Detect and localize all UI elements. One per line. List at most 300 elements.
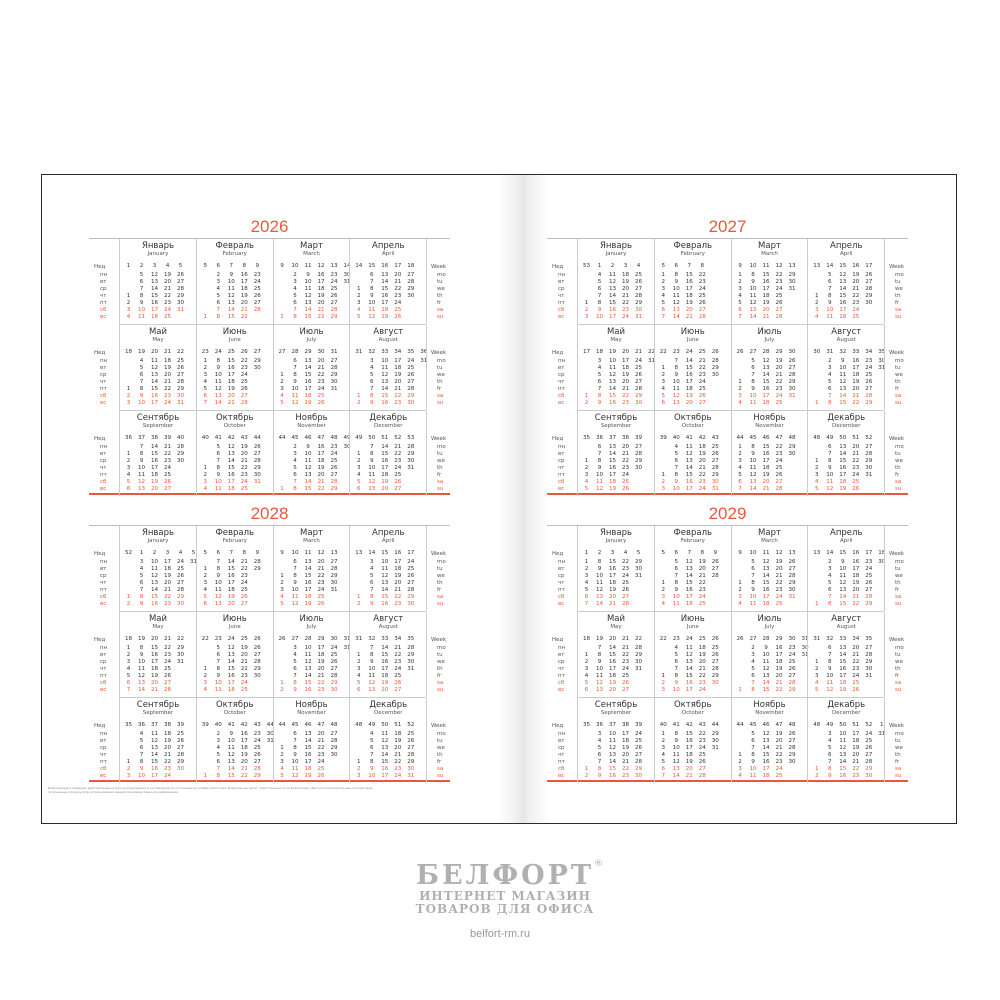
week-number: 49 — [355, 435, 363, 441]
day-cell: 26 — [253, 293, 261, 299]
day-cell: 2 — [661, 587, 666, 593]
day-cell: 6 — [674, 659, 679, 665]
day-label: чт — [100, 293, 107, 299]
day-cell: 15 — [762, 379, 770, 385]
day-cell: 10 — [595, 472, 604, 478]
day-cell: 12 — [214, 386, 222, 392]
day-cell: 25 — [163, 666, 172, 672]
day-cell: 2 — [814, 773, 819, 779]
day-cell: 4 — [216, 286, 221, 292]
day-label: ср — [558, 286, 565, 292]
day-cell: 13 — [672, 400, 680, 406]
day-cell: 23 — [330, 444, 338, 450]
day-cell: 20 — [852, 752, 860, 758]
day-cell: 12 — [762, 731, 770, 737]
quarter-row — [89, 698, 450, 783]
day-label: вс — [558, 400, 565, 406]
week-label: Нед — [94, 350, 106, 356]
day-cell: 5 — [369, 372, 374, 378]
day-cell: 30 — [343, 272, 351, 278]
day-cell: 19 — [608, 587, 617, 593]
day-cell: 7 — [738, 486, 742, 492]
day-cell: 24 — [698, 486, 706, 492]
day-cell: 17 — [762, 594, 770, 600]
day-cell: 26 — [775, 300, 783, 306]
day-cell: 25 — [407, 365, 415, 371]
quarter-row — [89, 411, 450, 496]
year-title: 2028 — [250, 504, 289, 523]
day-cell: 10 — [381, 559, 389, 565]
day-cell: 22 — [394, 759, 402, 765]
week-number: 48 — [788, 722, 796, 728]
month — [654, 411, 730, 496]
month — [349, 325, 428, 410]
day-cell: 22 — [394, 594, 402, 600]
day-cell: 13 — [214, 601, 222, 607]
day-cell: 28 — [407, 587, 415, 593]
day-cell: 1 — [814, 601, 819, 607]
week-number: 7 — [229, 263, 234, 269]
day-cell: 9 — [674, 479, 679, 485]
day-cell: 8 — [827, 293, 832, 299]
day-cell: 15 — [227, 566, 235, 572]
day-cell: 18 — [685, 752, 693, 758]
week-day-label: su — [437, 314, 444, 320]
day-cell: 29 — [407, 652, 415, 658]
day-cell: 24 — [240, 680, 248, 686]
day-label: пн — [558, 731, 566, 737]
day-cell: 11 — [608, 365, 617, 371]
day-cell: 27 — [865, 386, 873, 392]
week-number: 2 — [597, 550, 602, 556]
day-cell: 28 — [253, 307, 261, 313]
day-cell: 14 — [381, 279, 389, 285]
day-cell: 18 — [621, 272, 630, 278]
day-cell: 29 — [176, 451, 185, 457]
day-cell: 18 — [852, 573, 860, 579]
day-cell: 10 — [381, 358, 389, 364]
day-cell: 29 — [253, 666, 261, 672]
day-cell: 5 — [814, 486, 819, 492]
day-cell: 21 — [163, 286, 172, 292]
day-cell: 5 — [661, 300, 666, 306]
week-number: 17 — [582, 349, 591, 355]
day-label: вс — [558, 601, 565, 607]
week-number: 14 — [826, 550, 834, 556]
week-number: 52 — [124, 550, 133, 556]
day-cell: 25 — [698, 601, 706, 607]
day-cell: 15 — [150, 759, 159, 765]
day-cell: 8 — [751, 687, 755, 693]
day-cell: 30 — [407, 601, 415, 607]
month-name-en: February — [680, 538, 705, 544]
day-cell: 9 — [840, 559, 845, 565]
day-cell: 20 — [317, 666, 325, 672]
day-cell: 5 — [139, 573, 144, 579]
day-cell: 24 — [698, 594, 706, 600]
day-cell: 25 — [163, 472, 172, 478]
week-number: 3 — [623, 263, 628, 269]
day-cell: 11 — [304, 652, 312, 658]
week-number: 53 — [582, 263, 591, 269]
day-cell: 27 — [621, 687, 630, 693]
day-cell: 19 — [394, 573, 402, 579]
day-cell: 14 — [137, 687, 146, 693]
day-cell: 24 — [394, 666, 402, 672]
day-cell: 23 — [852, 666, 860, 672]
day-cell: 1 — [280, 372, 284, 378]
day-cell: 5 — [369, 738, 374, 744]
day-cell: 11 — [150, 358, 159, 364]
month — [273, 239, 349, 324]
day-cell: 26 — [788, 559, 796, 565]
day-cell: 17 — [608, 472, 617, 478]
month-name-en: December — [831, 710, 861, 716]
day-cell: 14 — [608, 293, 617, 299]
week-labels — [884, 411, 909, 496]
week-day-label: th — [437, 465, 443, 471]
month — [731, 239, 807, 324]
day-cell: 10 — [291, 386, 299, 392]
day-cell: 12 — [826, 486, 834, 492]
week-number: 22 — [634, 636, 643, 642]
day-cell: 1 — [661, 731, 666, 737]
day-cell: 6 — [597, 286, 602, 292]
day-cell: 4 — [203, 486, 208, 492]
day-cell: 15 — [304, 680, 312, 686]
day-cell: 19 — [839, 486, 847, 492]
day-cell: 18 — [317, 458, 325, 464]
day-label: чт — [100, 379, 107, 385]
day-cell: 14 — [150, 379, 159, 385]
day-cell: 17 — [762, 286, 770, 292]
day-cell: 12 — [137, 479, 146, 485]
day-cell: 27 — [621, 594, 630, 600]
day-cell: 17 — [839, 673, 847, 679]
day-cell: 5 — [216, 645, 221, 651]
day-label: вт — [100, 566, 107, 572]
day-cell: 21 — [762, 314, 770, 320]
day-cell: 19 — [394, 372, 402, 378]
month-name: Апрель — [372, 528, 405, 538]
week-day-label: we — [437, 573, 445, 579]
week-day-label: we — [895, 659, 903, 665]
week-number: 10 — [749, 550, 757, 556]
day-cell: 22 — [775, 687, 783, 693]
day-cell: 30 — [865, 773, 873, 779]
day-label: ср — [558, 573, 565, 579]
week-day-label: sa — [437, 594, 444, 600]
day-cell: 22 — [317, 314, 325, 320]
day-cell: 20 — [762, 479, 770, 485]
week-day-label: su — [895, 773, 902, 779]
day-label: сб — [100, 307, 107, 313]
month — [119, 239, 195, 324]
week-number: 53 — [407, 435, 415, 441]
day-cell: 14 — [381, 752, 389, 758]
day-cell: 23 — [163, 652, 172, 658]
day-cell: 28 — [775, 486, 783, 492]
day-cell: 22 — [852, 400, 860, 406]
day-cell: 23 — [253, 272, 261, 278]
day-cell: 11 — [762, 659, 770, 665]
day-cell: 19 — [852, 379, 860, 385]
day-cell: 29 — [788, 752, 796, 758]
day-cell: 5 — [814, 687, 819, 693]
day-cell: 7 — [369, 587, 374, 593]
day-cell: 8 — [293, 314, 297, 320]
week-number: 13 — [330, 550, 338, 556]
day-label: пн — [558, 272, 566, 278]
day-cell: 15 — [762, 752, 770, 758]
week-number: 39 — [176, 722, 185, 728]
day-cell: 28 — [240, 400, 248, 406]
day-cell: 22 — [852, 458, 860, 464]
day-cell: 2 — [738, 587, 742, 593]
month — [577, 325, 656, 410]
day-cell: 19 — [381, 314, 389, 320]
week-number: 3 — [152, 263, 157, 269]
day-cell: 26 — [865, 745, 873, 751]
month — [119, 526, 198, 611]
week-day-label: th — [895, 580, 901, 586]
day-cell: 24 — [698, 379, 706, 385]
week-number: 21 — [163, 349, 172, 355]
day-cell: 16 — [762, 759, 770, 765]
day-cell: 21 — [317, 673, 325, 679]
day-cell: 13 — [137, 680, 146, 686]
day-cell: 29 — [865, 601, 873, 607]
day-cell: 24 — [775, 393, 783, 399]
day-cell: 17 — [304, 587, 312, 593]
day-cell: 1 — [814, 293, 819, 299]
day-cell: 9 — [369, 766, 374, 772]
day-cell: 20 — [150, 486, 159, 492]
day-cell: 27 — [698, 400, 706, 406]
day-cell: 9 — [293, 752, 297, 758]
day-cell: 9 — [229, 731, 234, 737]
day-cell: 5 — [216, 444, 221, 450]
day-cell: 3 — [661, 594, 666, 600]
day-cell: 7 — [126, 687, 131, 693]
day-cell: 11 — [672, 386, 680, 392]
day-cell: 28 — [788, 680, 796, 686]
day-cell: 3 — [203, 479, 208, 485]
week-number: 44 — [278, 722, 286, 728]
day-cell: 27 — [163, 486, 172, 492]
day-cell: 6 — [293, 731, 297, 737]
week-day-label: fr — [437, 759, 442, 765]
month-name: Июль — [299, 327, 324, 337]
day-cell: 6 — [126, 486, 131, 492]
week-number: 42 — [227, 435, 235, 441]
day-cell: 13 — [304, 559, 312, 565]
day-cell: 24 — [407, 559, 415, 565]
day-cell: 15 — [685, 472, 693, 478]
day-label: сб — [558, 479, 565, 485]
day-cell: 24 — [317, 759, 325, 765]
day-cell: 26 — [634, 279, 643, 285]
day-cell: 20 — [621, 286, 630, 292]
day-cell: 1 — [814, 766, 819, 772]
day-label: ср — [100, 659, 107, 665]
week-number: 1 — [584, 550, 589, 556]
day-cell: 16 — [227, 673, 235, 679]
day-cell: 9 — [674, 279, 679, 285]
day-cell: 2 — [584, 465, 589, 471]
week-number: 25 — [698, 636, 706, 642]
day-cell: 4 — [814, 680, 819, 686]
day-cell: 14 — [304, 738, 312, 744]
day-cell: 25 — [775, 601, 783, 607]
day-cell: 26 — [634, 372, 643, 378]
day-cell: 18 — [227, 687, 235, 693]
month-name: Май — [148, 327, 168, 337]
day-cell: 15 — [150, 451, 159, 457]
day-cell: 16 — [685, 279, 693, 285]
day-cell: 8 — [597, 766, 602, 772]
day-cell: 17 — [240, 738, 248, 744]
day-cell: 12 — [672, 393, 680, 399]
week-number: 26 — [240, 349, 248, 355]
day-cell: 26 — [394, 680, 402, 686]
day-cell: 28 — [163, 687, 172, 693]
week-number: 38 — [150, 435, 159, 441]
day-cell: 8 — [293, 573, 297, 579]
week-number: 45 — [749, 722, 757, 728]
day-cell: 16 — [839, 300, 847, 306]
day-cell: 5 — [674, 451, 679, 457]
day-label: пн — [100, 358, 108, 364]
week-day-label: mo — [437, 358, 446, 364]
day-cell: 6 — [216, 451, 221, 457]
day-cell: 27 — [711, 458, 719, 464]
week-labels — [426, 239, 451, 324]
day-cell: 5 — [356, 680, 361, 686]
day-cell: 21 — [775, 372, 783, 378]
day-cell: 15 — [381, 393, 389, 399]
month-name: Октябрь — [673, 700, 712, 710]
day-cell: 29 — [865, 400, 873, 406]
day-label: сб — [558, 680, 565, 686]
day-cell: 29 — [407, 286, 415, 292]
day-cell: 3 — [356, 666, 361, 672]
day-cell: 20 — [317, 358, 325, 364]
day-cell: 8 — [216, 773, 221, 779]
day-cell: 25 — [852, 314, 860, 320]
day-cell: 29 — [176, 594, 185, 600]
page-fold — [498, 175, 548, 823]
week-number: 26 — [253, 636, 261, 642]
week-number: 30 — [317, 349, 325, 355]
week-number: 37 — [150, 722, 159, 728]
day-cell: 24 — [775, 594, 783, 600]
day-cell: 22 — [317, 680, 325, 686]
day-cell: 1 — [126, 759, 131, 765]
day-cell: 17 — [150, 400, 159, 406]
day-cell: 8 — [751, 444, 755, 450]
day-cell: 8 — [674, 472, 679, 478]
day-cell: 9 — [674, 372, 679, 378]
day-cell: 3 — [280, 386, 284, 392]
day-cell: 22 — [317, 486, 325, 492]
week-label: Нед — [552, 264, 564, 270]
month — [807, 239, 883, 324]
day-cell: 21 — [621, 759, 630, 765]
day-cell: 29 — [407, 393, 415, 399]
day-cell: 3 — [126, 400, 131, 406]
week-day-label: tu — [895, 451, 901, 457]
month-name-en: November — [297, 423, 326, 429]
day-cell: 21 — [852, 652, 860, 658]
day-cell: 19 — [685, 393, 693, 399]
day-cell: 12 — [685, 652, 693, 658]
week-number: 48 — [813, 435, 821, 441]
day-cell: 2 — [203, 472, 208, 478]
day-cell: 12 — [685, 451, 693, 457]
week-number: 34 — [865, 349, 873, 355]
day-cell: 22 — [240, 566, 248, 572]
day-cell: 2 — [356, 601, 361, 607]
week-day-label: th — [895, 752, 901, 758]
day-cell: 14 — [839, 759, 847, 765]
day-cell: 27 — [788, 365, 796, 371]
day-cell: 14 — [304, 307, 312, 313]
day-cell: 19 — [852, 745, 860, 751]
day-cell: 11 — [672, 752, 680, 758]
day-cell: 28 — [330, 673, 338, 679]
week-day-label: we — [895, 372, 903, 378]
day-cell: 23 — [394, 458, 402, 464]
day-cell: 22 — [240, 666, 248, 672]
week-label-en: Week — [889, 350, 905, 356]
day-cell: 17 — [839, 307, 847, 313]
day-label: сб — [100, 680, 107, 686]
day-label: вт — [558, 566, 565, 572]
footnote: Информация в изданиях действительных для использования в составлении по состоянию на ноябрь 2024 года. Издатель не несет ответственность за возможные убытки и нежелательные последствия, полученные в результате использования данной производственной информации. — [48, 786, 374, 794]
day-cell: 27 — [865, 279, 873, 285]
day-cell: 25 — [394, 673, 402, 679]
day-cell: 10 — [368, 300, 376, 306]
day-cell: 2 — [584, 566, 589, 572]
month-name-en: March — [303, 251, 320, 257]
day-cell: 16 — [150, 300, 159, 306]
week-day-label: mo — [437, 645, 446, 651]
day-cell: 13 — [839, 386, 847, 392]
day-cell: 21 — [394, 587, 402, 593]
day-label: вт — [558, 738, 565, 744]
week-number: 50 — [368, 435, 376, 441]
day-cell: 30 — [865, 300, 873, 306]
week-number: 38 — [621, 722, 630, 728]
week-day-label: sa — [437, 766, 444, 772]
day-cell: 18 — [304, 766, 312, 772]
week-number: 35 — [407, 636, 415, 642]
week-number: 28 — [762, 636, 770, 642]
week-number: 5 — [661, 550, 666, 556]
day-labels — [547, 612, 577, 697]
day-cell: 18 — [698, 645, 706, 651]
day-cell: 17 — [685, 486, 693, 492]
day-cell: 7 — [216, 458, 221, 464]
week-number: 50 — [381, 722, 389, 728]
day-cell: 2 — [126, 458, 131, 464]
day-label: пт — [100, 472, 107, 478]
day-label: сб — [558, 594, 565, 600]
month-name: Апрель — [372, 241, 405, 251]
week-day-label: th — [895, 379, 901, 385]
day-cell: 18 — [608, 580, 617, 586]
